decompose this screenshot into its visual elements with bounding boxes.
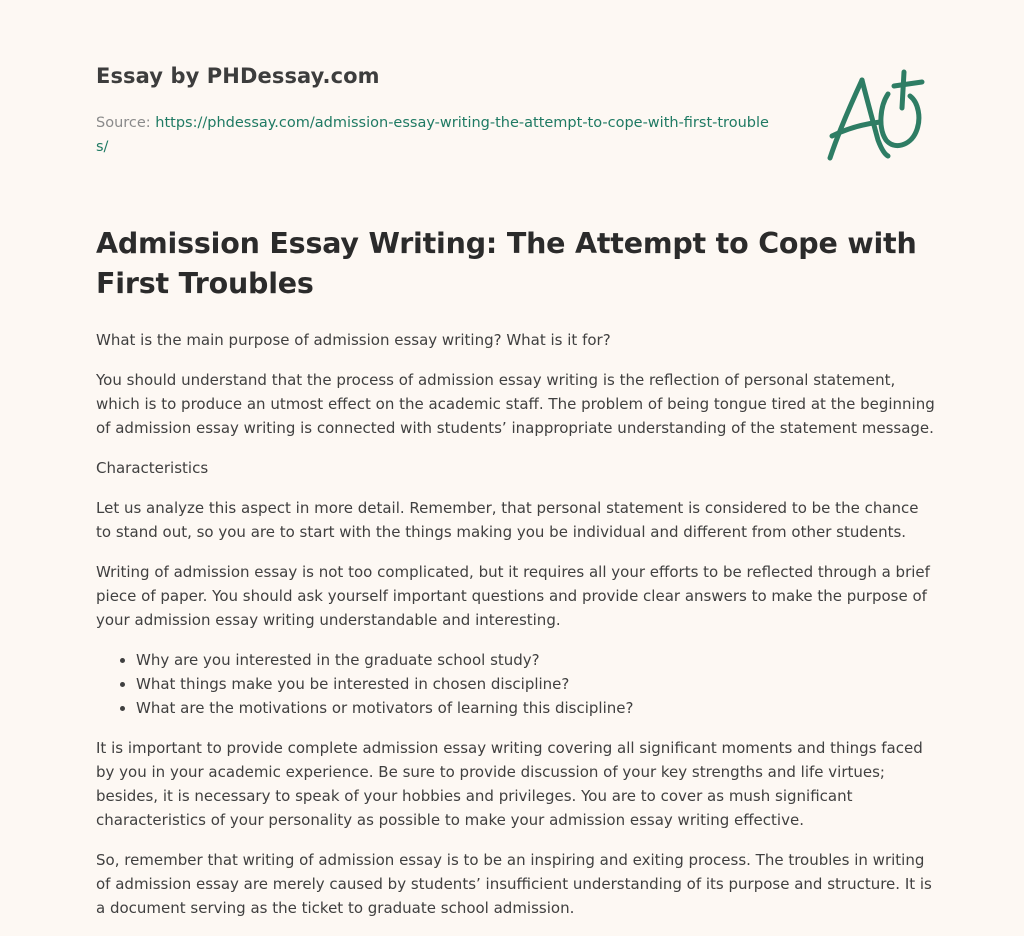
paragraph-intro-question: What is the main purpose of admission essay writing? What is it for? xyxy=(96,331,611,349)
paragraph-analysis: Let us analyze this aspect in more detail. Remember, that personal statement is considered to be the chance to stand out, so you are to start with the things making you be individual and different from other students. xyxy=(96,499,919,541)
source-label: Source: xyxy=(96,115,151,131)
paragraph-purpose: You should understand that the process of admission essay writing is the reflection of personal statement, which is to produce an utmost effect on the academic staff. The problem of being tongue tired at the beginning of admission essay writing is connected with students’ inappropriate understanding of the statement message. xyxy=(96,371,935,437)
paragraph-writing: Writing of admission essay is not too complicated, but it requires all your efforts to be reflected through a brief piece of paper. You should ask yourself important questions and provide clear answers to make the purpose of your admission essay writing understandable and interesting. xyxy=(96,563,930,629)
question-list xyxy=(96,648,936,720)
paragraph-conclusion: So, remember that writing of admission essay is to be an inspiring and exiting process. The troubles in writing of admission essay are merely caused by students’ insufficient understanding of its purpose and structure. It is a document serving as the ticket to graduate school admission. xyxy=(96,851,932,917)
paragraph-completeness: It is important to provide complete admission essay writing covering all significant moments and things faced by you in your academic experience. Be sure to provide discussion of your key strengths and life virtues; besides, it is necessary to speak of your hobbies and privileges. You are to cover as mush significant characteristics of your personality as possible to make your admission essay writing effective. xyxy=(96,739,923,829)
section-heading-characteristics: Characteristics xyxy=(96,459,209,477)
source-link[interactable]: https://phdessay.com/admission-essay-writing-the-attempt-to-cope-with-first-troubles/ xyxy=(96,115,769,155)
site-title: Essay by PHDessay.com xyxy=(96,64,380,88)
list-item: • What are the motivations or motivators of learning this discipline? xyxy=(136,696,936,720)
article-title: Admission Essay Writing: The Attempt to Cope with First Troubles xyxy=(96,227,917,300)
list-item: • Why are you interested in the graduate school study? xyxy=(136,648,936,672)
a-plus-grade-icon xyxy=(818,66,930,166)
list-item: • What things make you be interested in chosen discipline? xyxy=(136,672,936,696)
article xyxy=(96,224,936,936)
source-line xyxy=(96,111,776,159)
